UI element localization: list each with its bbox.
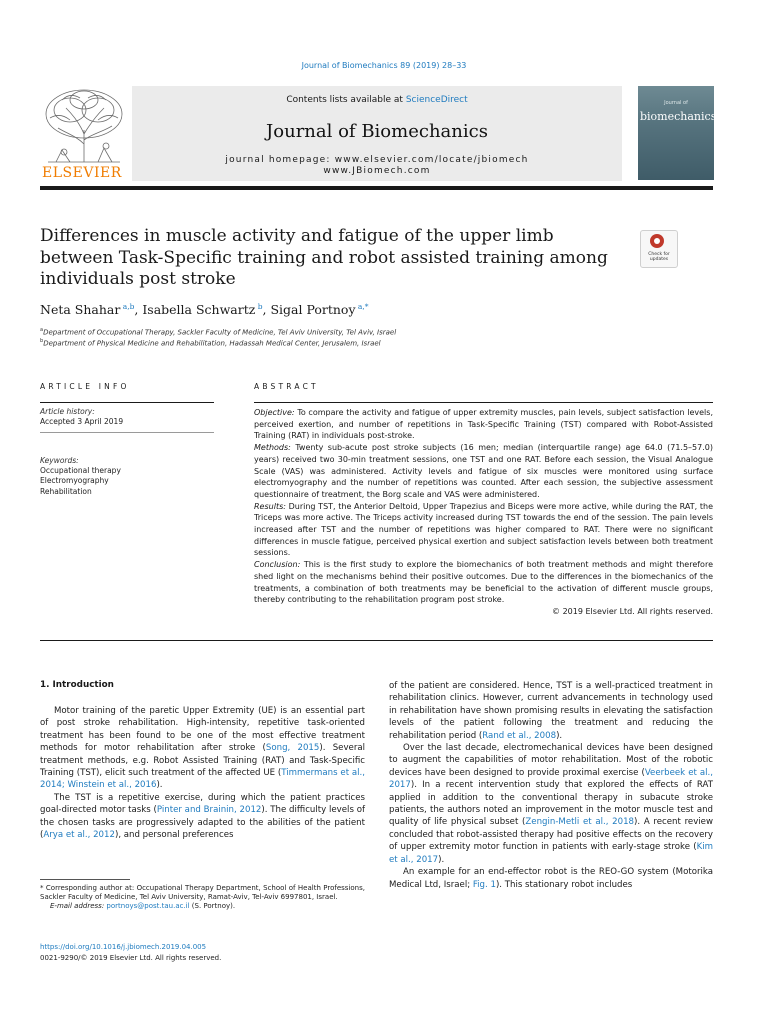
footnote-rule: [40, 879, 130, 880]
intro-paragraph: [40, 705, 365, 792]
author-name[interactable]: Sigal Portnoy: [270, 302, 356, 318]
homepage-line-2[interactable]: www.JBiomech.com: [323, 166, 431, 176]
objective-label: Objective:: [254, 408, 295, 417]
text-run: ). In a recent intervention study that explored the effects of RAT applied in addition to the conventional therapy in subacute stroke patients, the authors noted an improvement in the motor muscle test and quality of life physical subset (: [389, 780, 713, 828]
citation-link[interactable]: Timmermans et al., 2014; Winstein et al., 2016: [40, 768, 365, 791]
author-affil-sup[interactable]: b: [255, 302, 263, 311]
intro-left-column: [40, 705, 365, 841]
email-label: E-mail address:: [50, 902, 105, 911]
text-run: ).: [556, 730, 563, 741]
affiliation-b: [40, 338, 381, 347]
affiliation-text: Department of Occupational Therapy, Sackler Faculty of Medicine, Tel Aviv University, Tel Aviv, Israel: [43, 328, 397, 337]
conclusion-text: This is the first study to explore the biomechanics of both treatment methods and might therefore shed light on the mechanisms behind their positive outcomes. Due to the differences in the biomechanics of the treatments, a combination of both treatments may be beneficial to the activation of different muscle groups, thereby contributing to the rehabilitation program post stroke.: [254, 560, 713, 605]
citation-link[interactable]: Zengin-Metli et al., 2018: [525, 817, 635, 828]
affiliation-sup: a: [40, 327, 44, 333]
text-run: ).: [438, 854, 445, 865]
text-run: ). The difficulty levels of the chosen tasks are progressively adapted to the abilities of the patient (: [40, 805, 365, 841]
author-name[interactable]: Isabella Schwartz: [142, 302, 256, 318]
objective-text: To compare the activity and fatigue of upper extremity muscles, pain levels, subject satisfaction levels, perceived exertion, and number of repetitions in Task-Specific Training (TST) compared with Robot-Assisted Training (RAT) in individuals post-stroke.: [254, 408, 713, 441]
text-run: Motor training of the paretic Upper Extremity (UE) is an essential part of post stroke rehabilitation. High-intensity, repetitive task-oriented treatment has been found to be one of the most effective treatment methods for motor rehabilitation after stroke (: [40, 706, 365, 754]
abstract-heading: ABSTRACT: [254, 382, 319, 391]
author-separator: ,: [262, 302, 271, 318]
keyword-item: Electromyography: [40, 476, 109, 486]
contents-prefix: Contents lists available at: [286, 95, 406, 105]
citation-link[interactable]: Pinter and Brainin, 2012: [156, 805, 262, 816]
intro-right-column: [389, 680, 713, 891]
affiliation-text: Department of Physical Medicine and Rehabilitation, Hadassah Medical Center, Jerusalem, Israel: [43, 339, 381, 348]
header-rule: [40, 186, 713, 190]
methods-text: Twenty sub-acute post stroke subjects (16 men; median (interquartile range) age 64.0 (71.5–57.0) years) received two 30-min treatment sessions, one TST and one RAT. Before each session, the Visual Analogue Scale (VAS) was administered. Activity levels and fatigue of six muscles were monitored using surface electromyography and the number of repetitions was counted. After each session, the subjective assessment questionnaire of treatment, the Borg scale and VAS were administered.: [254, 443, 713, 499]
abstract-objective: [254, 407, 713, 442]
keyword-item: Occupational therapy: [40, 466, 121, 476]
email-suffix: (S. Portnoy).: [189, 902, 236, 911]
history-value: Accepted 3 April 2019: [40, 417, 124, 427]
results-label: Results:: [254, 501, 286, 511]
history-label: Article history:: [40, 407, 95, 416]
abstract-conclusion: [254, 559, 713, 606]
article-history: [40, 407, 123, 427]
affiliation-sup: b: [40, 338, 44, 344]
text-run: ). This stationary robot includes: [495, 879, 633, 890]
section-heading-introduction: 1. Introduction: [40, 680, 114, 690]
homepage-line-1[interactable]: journal homepage: www.elsevier.com/locate/jbiomech: [225, 155, 529, 165]
contents-line: [132, 95, 622, 105]
text-run: An example for an end-effector robot is the REO-GO system (Motorika Medical Ltd, Israel;: [389, 867, 713, 890]
conclusion-label: Conclusion:: [254, 560, 301, 570]
article-info-rule: [40, 402, 214, 403]
intro-paragraph: [40, 792, 365, 842]
citation-link[interactable]: Rand et al., 2008: [482, 730, 557, 741]
abstract-body: [254, 407, 713, 618]
keywords-label: Keywords:: [40, 456, 79, 465]
article-info-divider: [40, 432, 214, 433]
footnote-text: * Corresponding author at: Occupational Therapy Department, School of Health Professions, Sackler Faculty of Medicine, Tel Aviv University, Ramat-Aviv, Tel-Aviv 6997801, Israel.: [40, 884, 365, 902]
abstract-results: [254, 501, 713, 560]
affiliation-a: [40, 327, 396, 336]
journal-title: Journal of Biomechanics: [266, 121, 488, 142]
journal-reference[interactable]: Journal of Biomechanics 89 (2019) 28–33: [301, 61, 467, 70]
check-for-updates-label: Check for updates: [648, 252, 670, 262]
author-affil-sup[interactable]: a,*: [355, 302, 369, 311]
intro-paragraph: [389, 866, 713, 891]
text-run: Over the last decade, electromechanical devices have been designed to augment the capabilities of motor rehabilitation. Most of the robotic devices have been designed to provide proximal exercise (: [389, 743, 713, 778]
cover-small-text: Journal of: [664, 100, 688, 106]
abstract-bottom-rule: [40, 640, 713, 641]
doi-line[interactable]: [40, 943, 206, 952]
text-run: of the patient are considered. Hence, TST is a well-practiced treatment in rehabilitation clinics. However, current advancements in technology used in rehabilitation have shown promising results in elevating the satisfaction levels of the patient following the treatment and reducing the rehabilitation period (: [389, 681, 713, 741]
footnote-email-line: [40, 902, 365, 911]
article-info-heading: ARTICLE INFO: [40, 382, 130, 391]
doi-link[interactable]: https://doi.org/10.1016/j.jbiomech.2019.04.005: [40, 943, 207, 951]
abstract-rule: [254, 402, 713, 403]
keyword-item: Rehabilitation: [40, 486, 92, 496]
citation-link[interactable]: Song, 2015: [265, 743, 320, 754]
methods-label: Methods:: [254, 443, 291, 453]
elsevier-wordmark: ELSEVIER: [42, 165, 122, 181]
citation-link[interactable]: Arya et al., 2012: [43, 830, 115, 841]
sciencedirect-link[interactable]: ScienceDirect: [405, 95, 468, 105]
corresponding-author-footnote: [40, 884, 365, 912]
citation-link[interactable]: Kim et al., 2017: [389, 842, 713, 865]
text-run: ). Several treatment methods, e.g. Robot Assisted Training (RAT) and Task-Specific Training (TST), elicit such treatment of the affected UE (: [40, 743, 366, 779]
email-link[interactable]: portnoys@post.tau.ac.il: [106, 902, 190, 911]
issn-line: 0021-9290/© 2019 Elsevier Ltd. All rights reserved.: [40, 954, 222, 962]
figure-link[interactable]: Fig. 1: [472, 879, 496, 890]
text-run: ). A recent review concluded that robot-assisted therapy had positive effects on the recovery of upper extremity motor function in patients with early-stage stroke (: [389, 817, 713, 853]
cover-title: biomechanics: [640, 110, 717, 123]
article-title: Differences in muscle activity and fatigue of the upper limb between Task-Specific training and robot assisted training among individuals post stroke: [40, 226, 608, 289]
text-run: The TST is a repetitive exercise, during which the patient practices goal-directed motor tasks (: [40, 792, 365, 816]
author-affil-sup[interactable]: a,b: [120, 302, 135, 311]
author-name[interactable]: Neta Shahar: [40, 302, 121, 318]
author-separator: ,: [134, 302, 143, 318]
intro-paragraph: [389, 680, 713, 742]
author-list: [40, 302, 369, 317]
results-text: During TST, the Anterior Deltoid, Upper Trapezius and Biceps were more active, while during the RAT, the Triceps was more active. The Triceps activity increased during TST towards the end of the session. The pain levels increased after TST and the number of repetitions was higher compared to RAT. There were no significant differences in muscle fatigue, perceived physical exertion and subject satisfaction levels between both treatment sessions.: [254, 501, 713, 558]
citation-link[interactable]: Veerbeek et al., 2017: [389, 767, 713, 791]
abstract-copyright: © 2019 Elsevier Ltd. All rights reserved.: [552, 606, 713, 616]
text-run: ).: [156, 780, 163, 791]
keywords: [40, 456, 121, 497]
abstract-methods: [254, 442, 713, 501]
updates-icon-center: [654, 238, 660, 244]
journal-homepage[interactable]: [132, 155, 622, 177]
text-run: ), and personal preferences: [114, 830, 234, 841]
intro-paragraph: [389, 742, 713, 866]
